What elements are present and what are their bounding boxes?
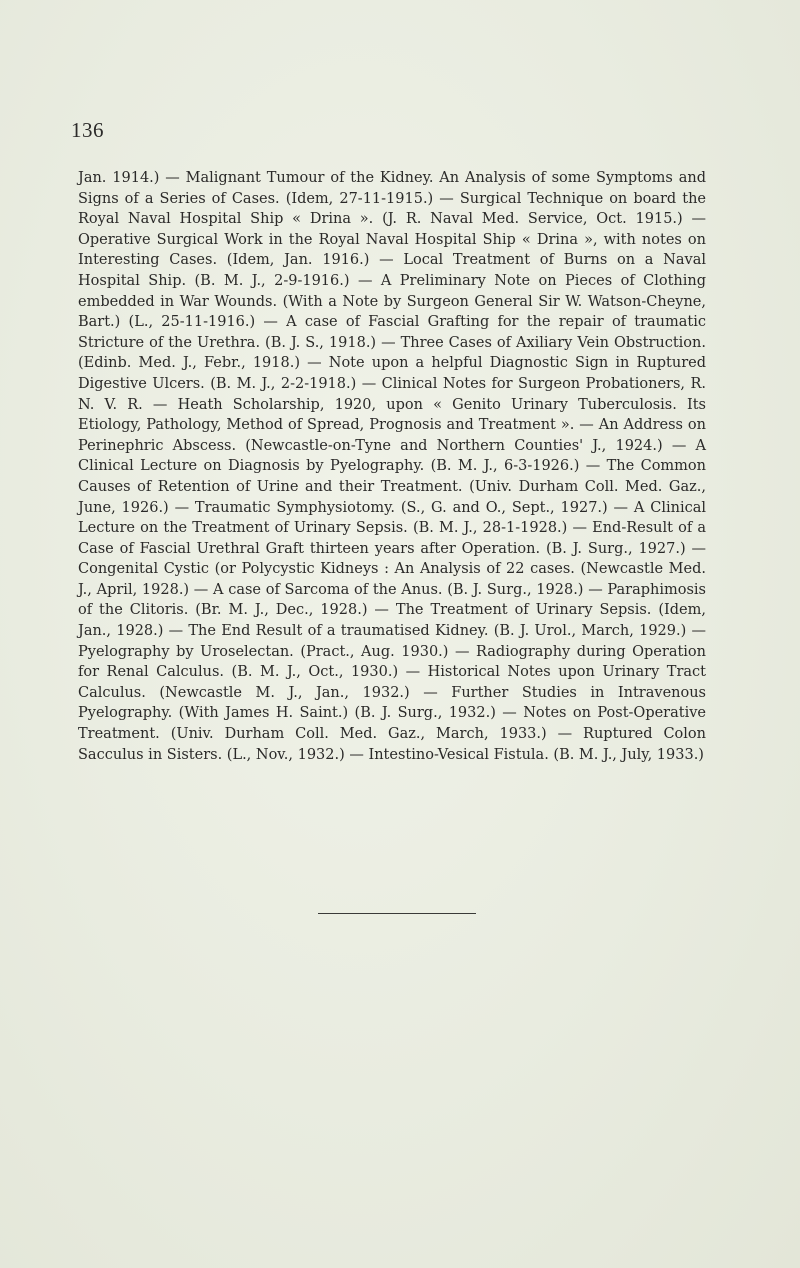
bibliography-paragraph: Jan. 1914.) — Malignant Tumour of the Kidney. An Analysis of some Symptoms and Signs of a Series of Cases. (Idem, 27-11-1915.) — Surgical Technique on board the Royal Naval Hospital Ship « Drina ». (J. R. Naval Med. Service, Oct. 1915.) — Operative Surgical Work in the Royal Naval Hospital Ship « Drina », with notes on Interesting Cases. (Idem, Jan. 1916.) — Local Treatment of Burns on a Naval Hospital Ship. (B. M. J., 2-9-1916.) — A Preliminary Note on Pieces of Clothing embedded in War Wounds. (With a Note by Surgeon General Sir W. Watson-Cheyne, Bart.) (L., 25-11-1916.) — A case of Fascial Grafting for the repair of traumatic Stricture of the Urethra. (B. J. S., 1918.) — Three Cases of Axiliary Vein Obstruction. (Edinb. Med. J., Febr., 1918.) — Note upon a helpful Diagnostic Sign in Ruptured Digestive Ulcers. (B. M. J., 2-2-1918.) — Clinical Notes for Surgeon Probationers, R. N. V. R. — Heath Scholarship, 1920, upon « Genito Urinary Tuberculosis. Its Etiology, Pathology, Method of Spread, Prognosis and Treatment ». — An Address on Perinephric Abscess. (Newcastle-on-Tyne and Northern Counties' J., 1924.) — A Clinical Lecture on Diagnosis by Pyelography. (B. M. J., 6-3-1926.) — The Common Causes of Retention of Urine and their Treatment. (Univ. Durham Coll. Med. Gaz., June, 1926.) — Traumatic Symphysiotomy. (S., G. and O., Sept., 1927.) — A Clinical Lecture on the Treatment of Urinary Sepsis. (B. M. J., 28-1-1928.) — End-Result of a Case of Fascial Urethral Graft thirteen years after Operation. (B. J. Surg., 1927.) — Congenital Cystic (or Polycystic Kidneys : An Analysis of 22 cases. (Newcastle Med. J., April, 1928.) — A case of Sarcoma of the Anus. (B. J. Surg., 1928.) — Paraphimosis of the Clitoris. (Br. M. J., Dec., 1928.) — The Treatment of Urinary Sepsis. (Idem, Jan., 1928.) — The End Result of a traumatised Kidney. (B. J. Urol., March, 1929.) — Pyelography by Uroselectan. (Pract., Aug. 1930.) — Radiography during Operation for Renal Calculus. (B. M. J., Oct., 1930.) — Historical Notes upon Urinary Tract Calculus. (Newcastle M. J., Jan., 1932.) — Further Studies in Intravenous Pyelography. (With James H. Saint.) (B. J. Surg., 1932.) — Notes on Post-Operative Treatment. (Univ. Durham Coll. Med. Gaz., March, 1933.) — Ruptured Colon Sacculus in Sisters. (L., Nov., 1932.) — Intestino-Vesical Fistula. (B. M. J., July, 1933.) xyxy=(78,170,706,763)
section-divider xyxy=(318,913,476,914)
page-number: 136 xyxy=(71,118,104,142)
bibliography-text xyxy=(78,168,706,765)
